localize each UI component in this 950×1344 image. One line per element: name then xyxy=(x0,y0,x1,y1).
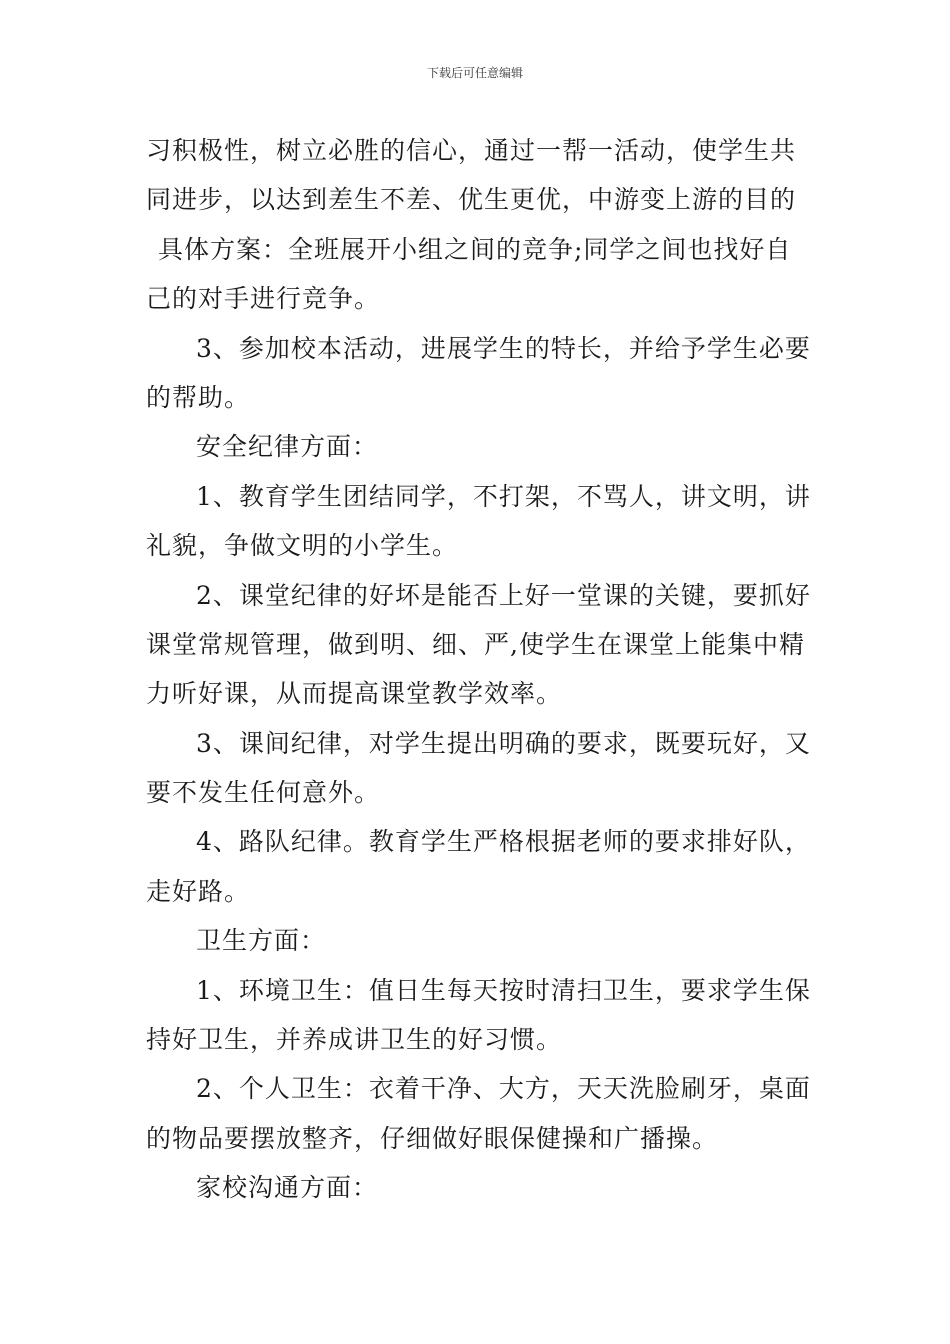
text-line: 3、课间纪律，对学生提出明确的要求，既要玩好，又 xyxy=(196,728,811,758)
text-line: 2、个人卫生：衣着干净、大方，天天洗脸刷牙，桌面 xyxy=(196,1074,811,1104)
text-line: 的物品要摆放整齐，仔细做好眼保健操和广播操。 xyxy=(146,1123,719,1153)
page-header: 下载后可任意编辑 xyxy=(426,66,523,80)
text-line: 1、教育学生团结同学，不打架，不骂人，讲文明，讲 xyxy=(196,481,811,511)
text-line: 卫生方面： xyxy=(196,926,327,956)
text-line: 习积极性，树立必胜的信心，通过一帮一活动，使学生共 xyxy=(146,136,797,165)
text-line: 4、路队纪律。教育学生严格根据老师的要求排好队， xyxy=(196,827,811,857)
text-line: 家校沟通方面： xyxy=(196,1173,379,1203)
text-line: 1、环境卫生：值日生每天按时清扫卫生，要求学生保 xyxy=(196,975,811,1005)
text-line: 具体方案：全班展开小组之间的竞争;同学之间也找好自 xyxy=(158,234,792,264)
text-line: 力听好课，从而提高课堂教学效率。 xyxy=(146,679,563,709)
text-line: 要不发生任何意外。 xyxy=(146,778,381,808)
text-line: 安全纪律方面： xyxy=(196,432,379,462)
text-line: 走好路。 xyxy=(146,876,251,906)
text-line: 的帮助。 xyxy=(146,382,251,412)
text-line: 己的对手进行竞争。 xyxy=(146,284,381,314)
document-body xyxy=(146,126,811,1213)
text-line: 礼貌，争做文明的小学生。 xyxy=(146,531,459,561)
text-line: 持好卫生，并养成讲卫生的好习惯。 xyxy=(146,1025,563,1055)
text-line: 同进步，以达到差生不差、优生更优，中游变上游的目的 xyxy=(146,185,797,215)
text-line: 3、参加校本活动，进展学生的特长，并给予学生必要 xyxy=(196,333,811,363)
text-line: 2、课堂纪律的好坏是能否上好一堂课的关键，要抓好 xyxy=(196,580,811,610)
text-line: 课堂常规管理，做到明、细、严,使学生在课堂上能集中精 xyxy=(146,629,805,659)
